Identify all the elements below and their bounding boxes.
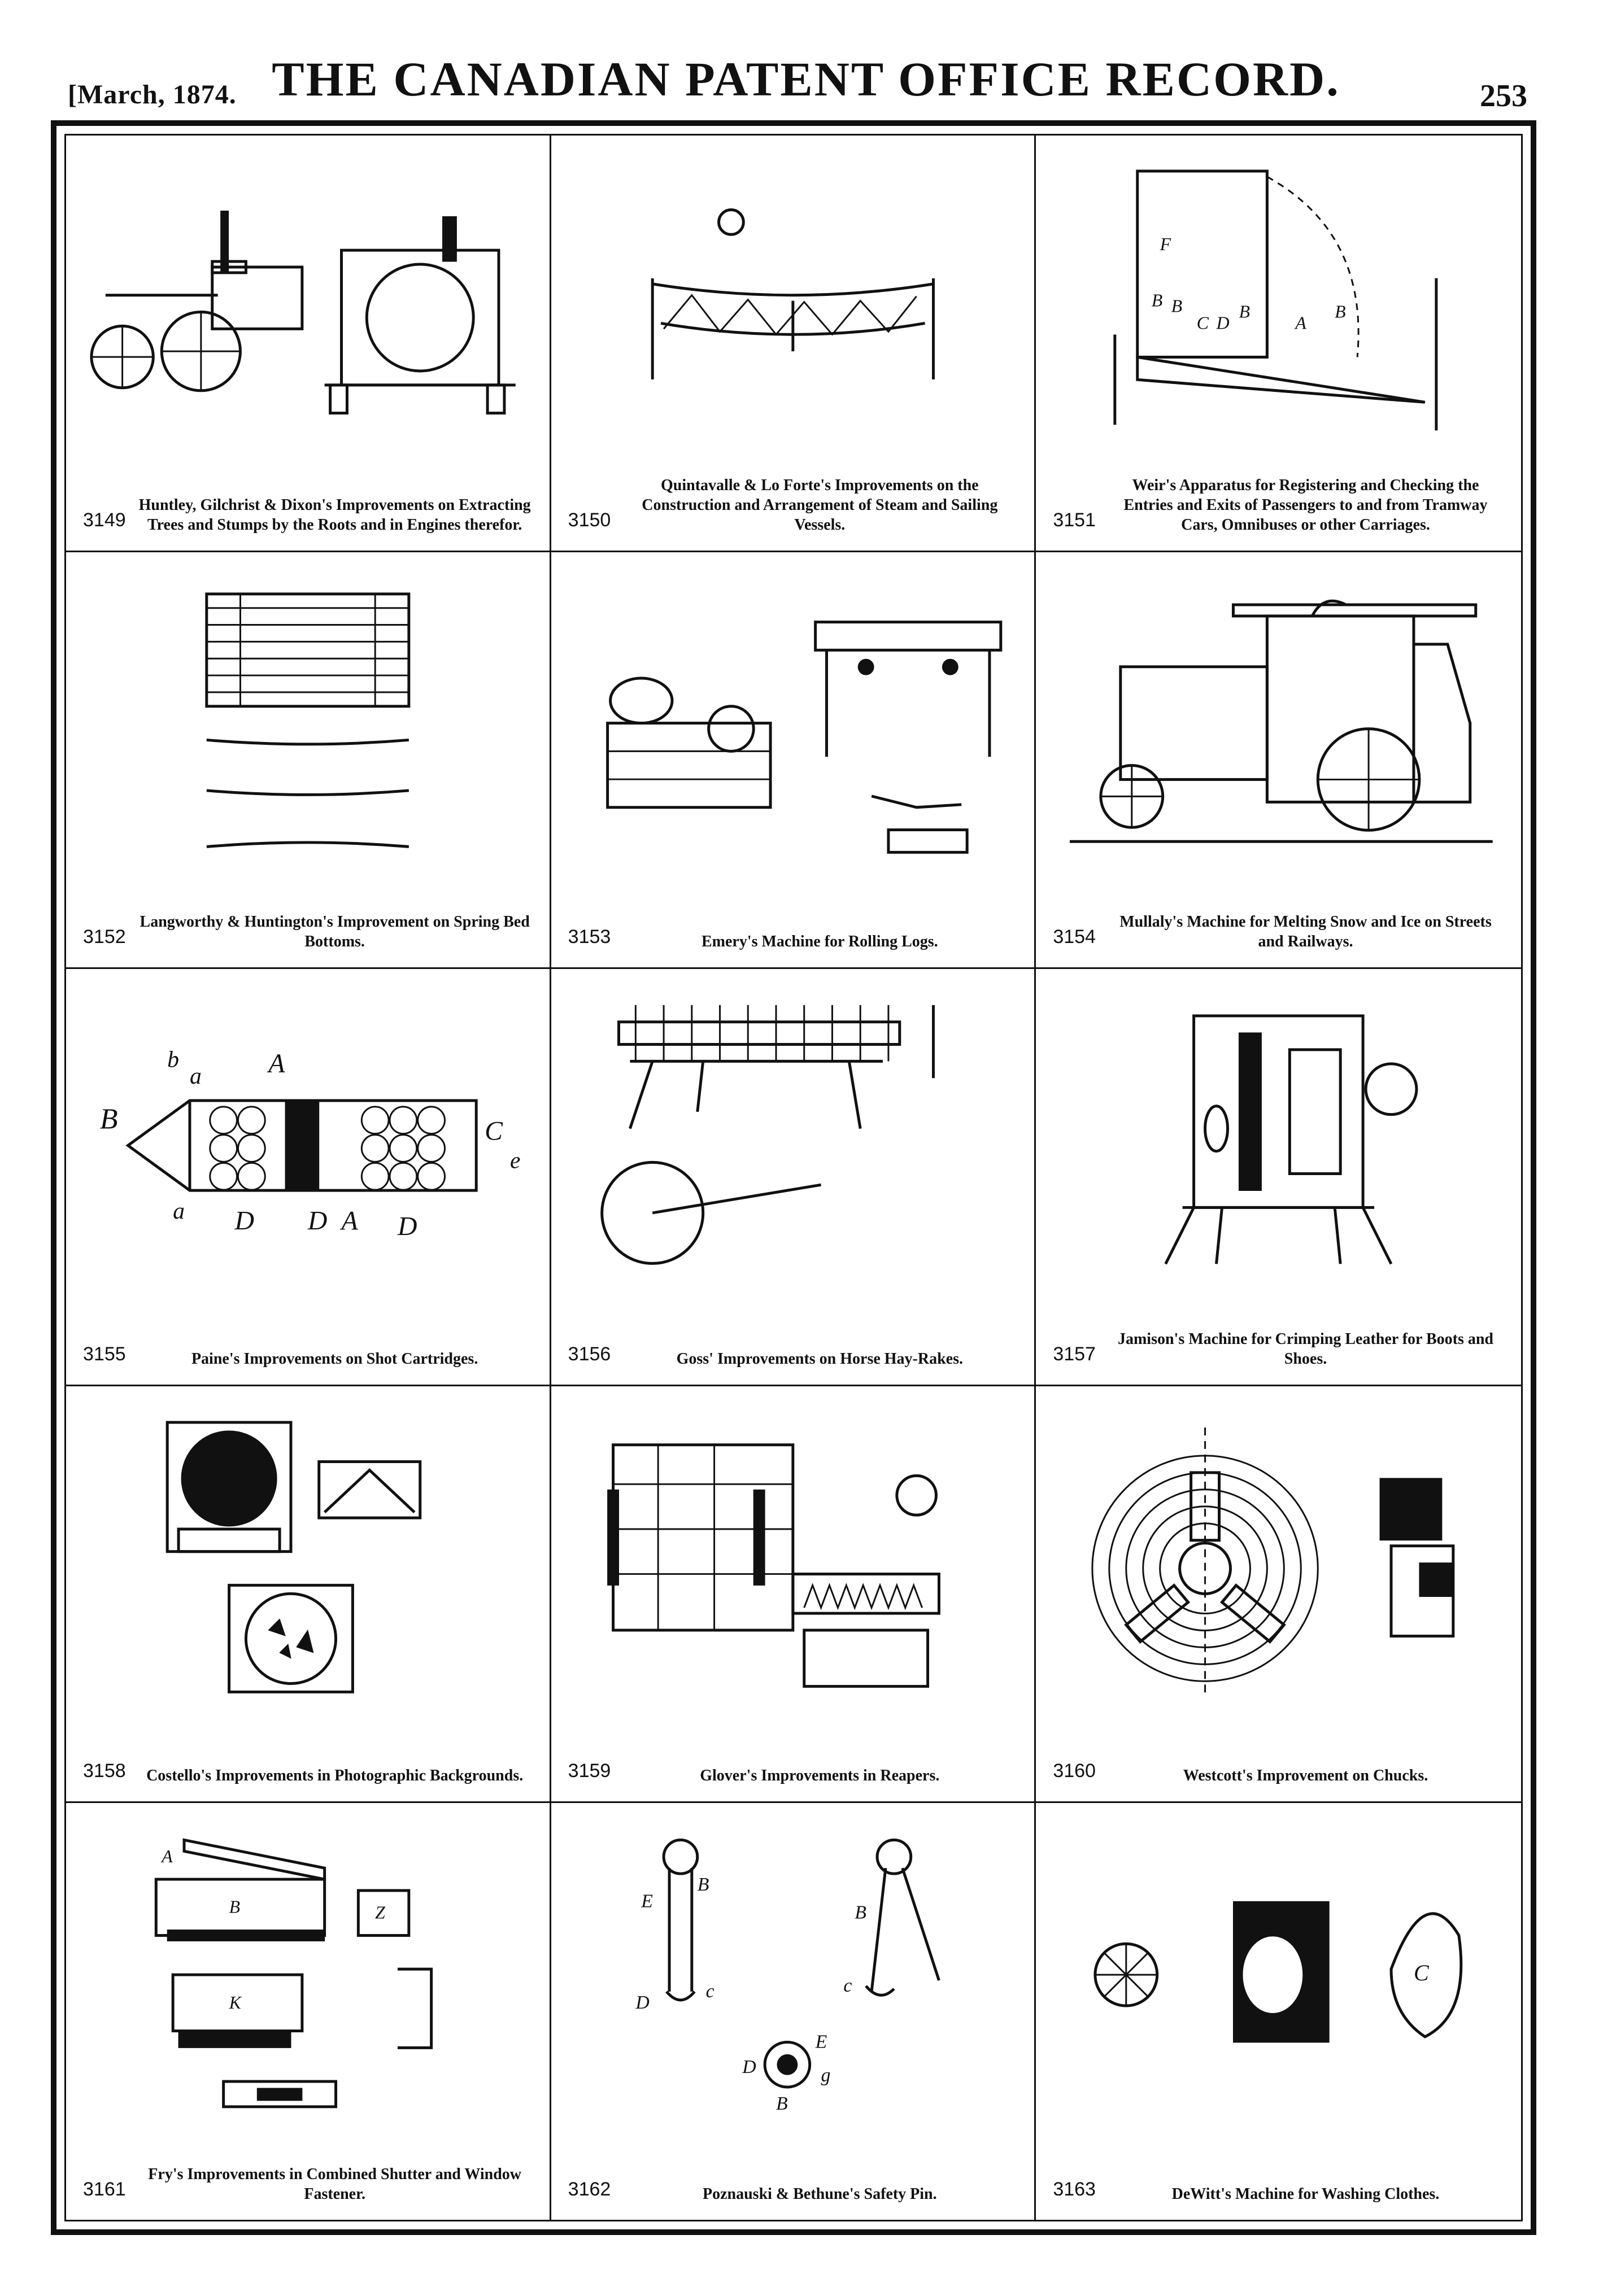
patent-number: 3156 bbox=[568, 1343, 611, 1365]
patent-cell-3160 bbox=[1036, 1386, 1521, 1803]
issue-date: [March, 1874. bbox=[68, 80, 237, 110]
label-c: C bbox=[1414, 1959, 1429, 1985]
figure-leather-crimper bbox=[1053, 992, 1504, 1288]
patent-caption bbox=[568, 1712, 1018, 1786]
patent-title: Weir's Apparatus for Registering and Checking the Entries and Exits of Passengers to and from Tramway Cars, Omnibuses or other Carriages. bbox=[1123, 477, 1488, 534]
figure-log-roller bbox=[568, 575, 1018, 871]
patent-cell-3155 bbox=[66, 969, 551, 1386]
patent-number: 3149 bbox=[83, 509, 126, 531]
patent-title: Glover's Improvements in Reapers. bbox=[700, 1766, 940, 1784]
label-a-upper: A bbox=[268, 1049, 285, 1079]
label-b: B bbox=[229, 1897, 241, 1917]
patent-number: 3151 bbox=[1053, 509, 1096, 531]
label-d-bottom: D bbox=[742, 2056, 756, 2077]
label-e: e bbox=[509, 1147, 521, 1174]
patent-title: Mullaly's Machine for Melting Snow and Ice on Streets and Railways. bbox=[1119, 913, 1492, 951]
patent-cell-3162 bbox=[551, 1803, 1036, 2220]
patent-cell-3149 bbox=[66, 136, 551, 552]
patent-cell-3157 bbox=[1036, 969, 1521, 1386]
label-k: K bbox=[229, 1992, 241, 2013]
patent-caption bbox=[1053, 461, 1504, 535]
page-number: 253 bbox=[1480, 78, 1527, 114]
patent-title: Goss' Improvements on Horse Hay-Rakes. bbox=[676, 1350, 963, 1368]
label-c: c bbox=[705, 1980, 714, 2002]
patent-title: Fry's Improvements in Combined Shutter and Window Fastener. bbox=[148, 2166, 521, 2203]
label-b-upper: B bbox=[99, 1103, 118, 1136]
figure-reaper bbox=[568, 1409, 1018, 1705]
patent-title: DeWitt's Machine for Washing Clothes. bbox=[1171, 2185, 1440, 2203]
patent-cell-3154 bbox=[1036, 552, 1521, 969]
label-b-lower: b bbox=[167, 1046, 180, 1073]
label-e: E bbox=[641, 1891, 653, 1912]
page-header bbox=[0, 0, 1612, 130]
figure-clothes-washer bbox=[1053, 1826, 1504, 2124]
plate-inner-border bbox=[64, 134, 1523, 2221]
figure-stump-extractor bbox=[83, 158, 533, 455]
patent-caption bbox=[568, 878, 1018, 951]
patent-cell-3150 bbox=[551, 136, 1036, 552]
label-b-bottom: B bbox=[775, 2093, 788, 2114]
label-a: A bbox=[1295, 313, 1307, 333]
figure-spring-bed bbox=[83, 575, 533, 871]
figure-snow-melter bbox=[1053, 575, 1504, 871]
patent-cell-3156 bbox=[551, 969, 1036, 1386]
patent-number: 3152 bbox=[83, 926, 126, 948]
patent-caption bbox=[568, 2131, 1018, 2204]
label-b: B bbox=[697, 1874, 709, 1895]
patent-number: 3155 bbox=[83, 1343, 126, 1365]
label-a: A bbox=[162, 1846, 173, 1866]
label-a-sup: a bbox=[189, 1063, 202, 1090]
patent-title: Huntley, Gilchrist & Dixon's Improvements on Extracting Trees and Stumps by the Roots and in Engines therefor. bbox=[138, 496, 531, 534]
patent-number: 3160 bbox=[1053, 1760, 1096, 1782]
patent-caption bbox=[83, 878, 533, 951]
patent-cell-3159 bbox=[551, 1386, 1036, 1803]
patent-number: 3154 bbox=[1053, 926, 1096, 948]
label-b4: B bbox=[1239, 302, 1251, 322]
label-c: C bbox=[485, 1116, 503, 1146]
patent-number: 3157 bbox=[1053, 1343, 1096, 1365]
patent-title: Emery's Machine for Rolling Logs. bbox=[701, 933, 938, 951]
patent-cell-3153 bbox=[551, 552, 1036, 969]
patent-number: 3153 bbox=[568, 926, 611, 948]
patent-cell-3158 bbox=[66, 1386, 551, 1803]
patent-caption bbox=[1053, 878, 1504, 951]
patent-caption bbox=[1053, 1712, 1504, 1786]
label-b3: B bbox=[1335, 302, 1347, 322]
label-b: B bbox=[1152, 290, 1163, 311]
patent-caption bbox=[83, 1295, 533, 1369]
patent-caption bbox=[1053, 1295, 1504, 1369]
patent-title: Poznauski & Bethune's Safety Pin. bbox=[703, 2185, 937, 2203]
patent-cell-3163 bbox=[1036, 1803, 1521, 2220]
patent-caption bbox=[568, 461, 1018, 535]
page-title: THE CANADIAN PATENT OFFICE RECORD. bbox=[272, 52, 1340, 106]
patent-caption bbox=[83, 1712, 533, 1786]
label-c-right: c bbox=[843, 1975, 852, 1996]
figure-tramway-register bbox=[1053, 158, 1504, 455]
label-a-prime: A bbox=[341, 1206, 358, 1237]
patent-number: 3158 bbox=[83, 1760, 126, 1782]
patent-title: Paine's Improvements on Shot Cartridges. bbox=[191, 1350, 478, 1368]
patent-title: Jamison's Machine for Crimping Leather for Boots and Shoes. bbox=[1117, 1330, 1493, 1368]
patent-number: 3163 bbox=[1053, 2179, 1096, 2200]
figure-shot-cartridge bbox=[83, 992, 533, 1288]
patent-number: 3161 bbox=[83, 2179, 126, 2200]
plate-frame bbox=[51, 120, 1536, 2235]
figure-shutter-fastener bbox=[83, 1826, 533, 2124]
patent-number: 3162 bbox=[568, 2179, 611, 2200]
patent-caption bbox=[1053, 2131, 1504, 2204]
figure-chuck bbox=[1053, 1409, 1504, 1705]
label-d1: D bbox=[234, 1206, 255, 1237]
label-z: Z bbox=[375, 1902, 385, 1923]
label-a2: a bbox=[173, 1198, 185, 1225]
patent-title: Westcott's Improvement on Chucks. bbox=[1183, 1766, 1428, 1784]
figure-vessel-construction bbox=[568, 158, 1018, 455]
patent-grid bbox=[66, 136, 1521, 2220]
label-d: D bbox=[1216, 313, 1230, 333]
patent-number: 3159 bbox=[568, 1760, 611, 1782]
patent-caption bbox=[83, 461, 533, 535]
patent-caption bbox=[83, 2131, 533, 2204]
label-c: C bbox=[1196, 313, 1209, 333]
figure-safety-pin bbox=[568, 1826, 1018, 2124]
label-b1: B bbox=[1171, 296, 1183, 316]
label-g: g bbox=[821, 2064, 831, 2086]
figure-hay-rake bbox=[568, 992, 1018, 1288]
figure-photographic-background bbox=[83, 1409, 533, 1705]
label-e-bottom: E bbox=[815, 2031, 827, 2053]
patent-cell-3152 bbox=[66, 552, 551, 969]
label-d3: D bbox=[397, 1212, 417, 1242]
patent-title: Langworthy & Huntington's Improvement on Spring Bed Bottoms. bbox=[140, 913, 530, 951]
label-b-right: B bbox=[854, 1902, 866, 1923]
patent-cell-3151 bbox=[1036, 136, 1521, 552]
label-d: D bbox=[635, 1992, 650, 2013]
patent-title: Quintavalle & Lo Forte's Improvements on the Construction and Arrangement of Steam and Sailing Vessels. bbox=[642, 477, 998, 534]
label-d2: D bbox=[307, 1206, 328, 1237]
patent-caption bbox=[568, 1295, 1018, 1369]
patent-number: 3150 bbox=[568, 509, 611, 531]
patent-title: Costello's Improvements in Photographic Backgrounds. bbox=[146, 1766, 524, 1784]
label-f: F bbox=[1160, 234, 1171, 254]
patent-cell-3161 bbox=[66, 1803, 551, 2220]
